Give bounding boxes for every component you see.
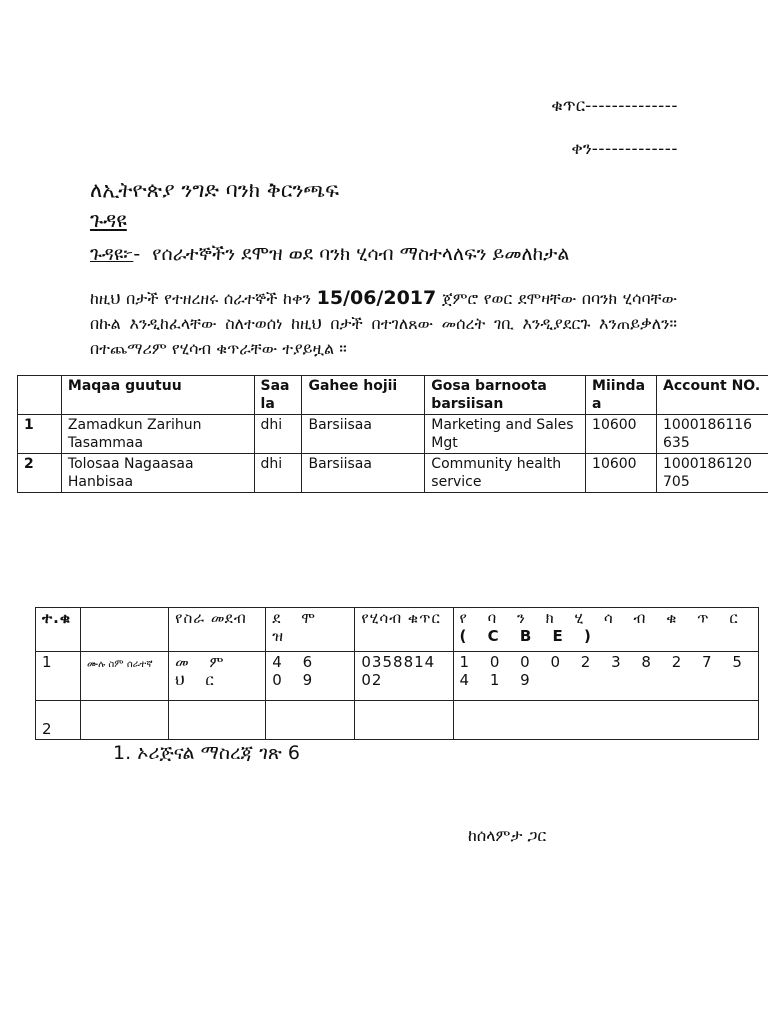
- closing-signature: ከሰላምታ ጋር: [468, 826, 547, 845]
- body-text-start: ከዚህ በታች የተዘረዘሩ ሰራተኞች ከቀን: [90, 289, 312, 308]
- employee-account: 1000186120 705: [657, 454, 768, 493]
- header-cell-position: የስራ መደብ: [169, 608, 266, 652]
- employee-account: 1000186116 635: [657, 415, 768, 454]
- header-cell-sex: Saa la: [254, 376, 302, 415]
- employee-salary: 10600: [586, 454, 657, 493]
- employee-subject: Marketing and Sales Mgt: [425, 415, 586, 454]
- header-cell-role: Gahee hojii: [302, 376, 425, 415]
- attachment-note: [113, 742, 300, 764]
- employee-subject: Community health service: [425, 454, 586, 493]
- employee-name: Tolosaa Nagaasaa Hanbisaa: [61, 454, 254, 493]
- effective-date: 15/06/2017: [316, 287, 437, 309]
- bank-account-table: [35, 607, 759, 740]
- employee-bank-account: 1 0 0 0 2 3 8 2 7 5 4 1 9: [453, 652, 758, 701]
- table-row: [18, 454, 768, 493]
- body-text-rest: ጀምሮ የወር ደሞዛቸው በባንክ ሂሳባቸው በኩል እንዲከፈላቸው ስለተወሰነ ከዚህ በታች በተገለጸው መሰረት ገቢ እንዲያደርጉ እንጠይቃለን። በተጨማሪም የሂሳብ ቁጥራቸው ተያይዟል ።: [90, 289, 677, 358]
- employee-bank-account: [453, 701, 758, 740]
- employee-position: [169, 701, 266, 740]
- header-cell-name: Maqaa guutuu: [61, 376, 254, 415]
- row-index: 1: [36, 652, 81, 701]
- salutation: ጉዳዩ: [90, 208, 127, 232]
- employee-role: Barsiisaa: [302, 454, 425, 493]
- subject-label: ጉዳዩ፦: [90, 243, 134, 265]
- employee-table: [17, 375, 768, 493]
- employee-salary: [266, 701, 355, 740]
- header-cell-subject: Gosa barnoota barsiisan: [425, 376, 586, 415]
- employee-position: መ ም ህ ር: [169, 652, 266, 701]
- subject-text: የሰራተኞችን ደሞዝ ወደ ባንክ ሂሳብ ማስተላለፍን ይመለከታል: [152, 243, 570, 265]
- employee-sex: dhi: [254, 454, 302, 493]
- table-row: [36, 701, 759, 740]
- note-value: 6: [287, 742, 300, 764]
- header-cell-index: [18, 376, 62, 415]
- table-row: [36, 652, 759, 701]
- reference-blank: --------------: [585, 96, 678, 116]
- table-header-row: [18, 376, 768, 415]
- employee-role: Barsiisaa: [302, 415, 425, 454]
- header-cell-account: Account NO.: [657, 376, 768, 415]
- row-index: 1: [18, 415, 62, 454]
- employee-salary: 10600: [586, 415, 657, 454]
- date-blank: -------------: [591, 139, 678, 159]
- reference-number-line: [551, 96, 678, 116]
- subject-dash: -: [133, 243, 141, 265]
- note-number: 1.: [113, 742, 132, 764]
- date-line: [571, 139, 678, 159]
- employee-account-no: [355, 701, 453, 740]
- employee-name: Zamadkun Zarihun Tasammaa: [61, 415, 254, 454]
- header-cell-salary: ደ ሞ ዝ: [266, 608, 355, 652]
- row-index: 2: [18, 454, 62, 493]
- header-cell-salary: Miinda a: [586, 376, 657, 415]
- subject-line: [90, 243, 569, 265]
- header-bank-account-label: የ ባ ን ክ ሂ ሳ ብ ቁ ጥ ር: [459, 609, 746, 627]
- date-label: ቀን: [571, 139, 592, 159]
- employee-salary: 4 6 0 9: [266, 652, 355, 701]
- employee-account-no: 0358814 02: [355, 652, 453, 701]
- header-bank-code: ( C B E ): [459, 627, 599, 645]
- note-text: ኦሪጅናል ማስረጃ ገጽ: [137, 742, 282, 764]
- header-cell-name: [81, 608, 169, 652]
- employee-name: ሙሉ ስም ሰራተኛ: [81, 652, 169, 701]
- table-header-row: [36, 608, 759, 652]
- header-cell-index: ተ.ቁ: [36, 608, 81, 652]
- employee-name: [81, 701, 169, 740]
- employee-sex: dhi: [254, 415, 302, 454]
- body-paragraph: [90, 286, 677, 361]
- header-cell-account-no: የሂሳብ ቁጥር: [355, 608, 453, 652]
- table-row: [18, 415, 768, 454]
- row-index: 2: [36, 701, 81, 740]
- reference-label: ቁጥር: [551, 96, 586, 116]
- addressee: ለኢትዮጵያ ንግድ ባንክ ቅርንጫፍ: [90, 178, 340, 202]
- header-cell-bank-account: [453, 608, 758, 652]
